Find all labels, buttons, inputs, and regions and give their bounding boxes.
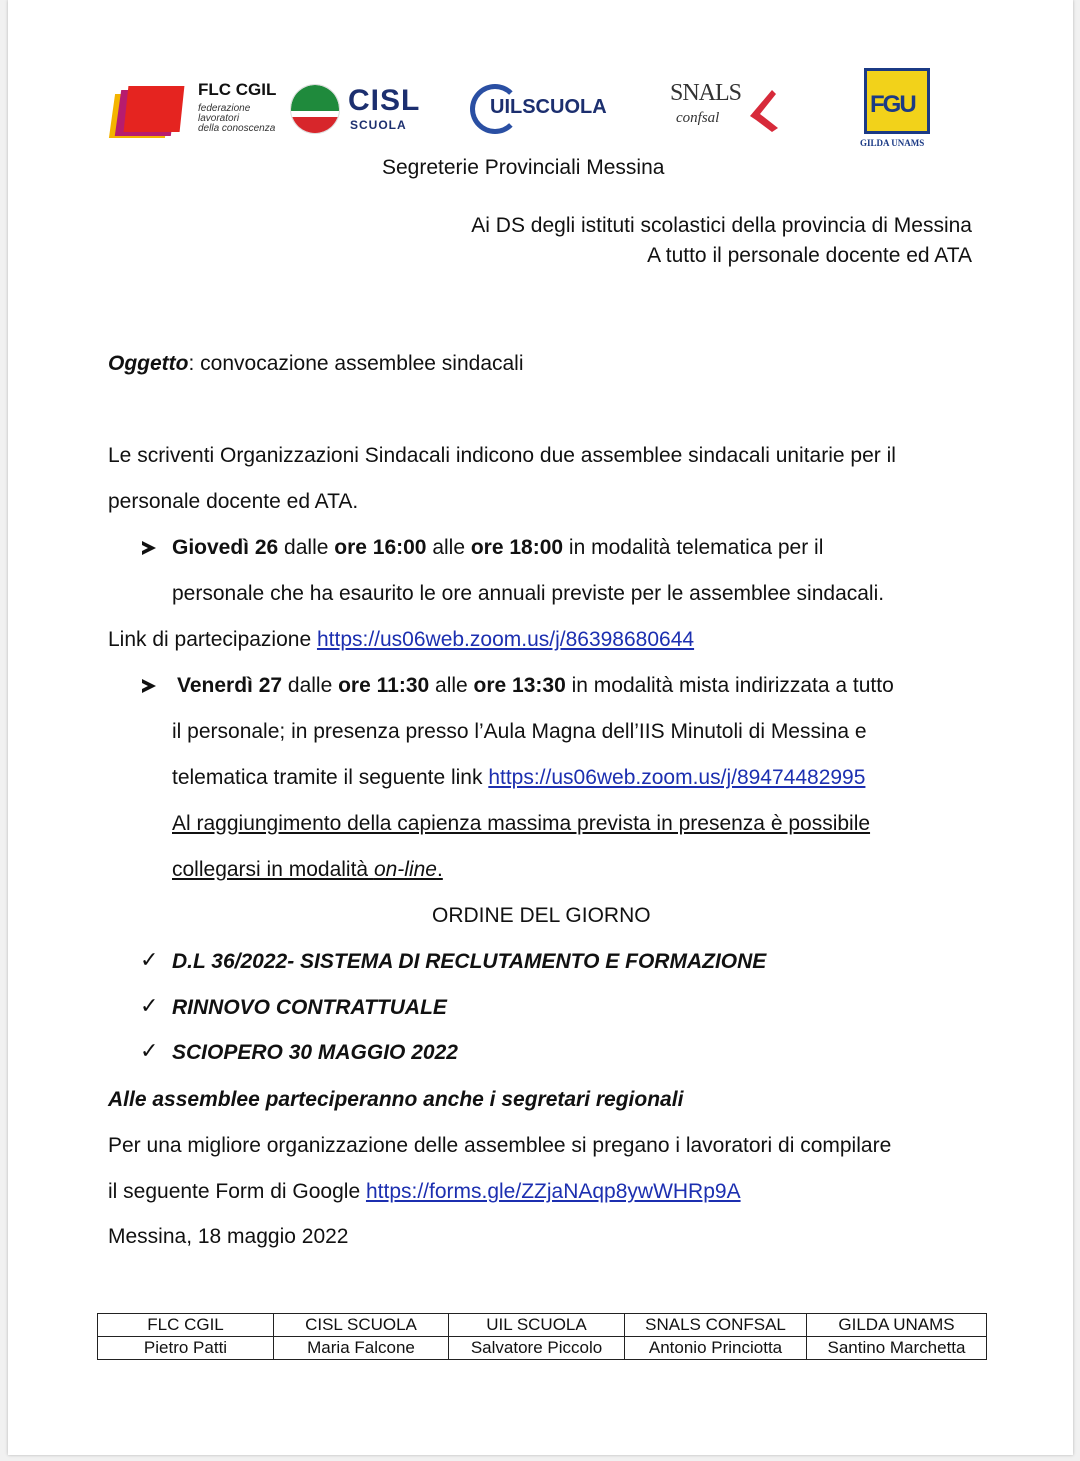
snals-mark-icon — [748, 86, 780, 132]
place-date: Messina, 18 maggio 2022 — [108, 1225, 349, 1248]
signature-name: Pietro Patti — [98, 1337, 274, 1360]
subject-label: Oggetto — [108, 352, 189, 375]
table-row — [98, 1337, 987, 1360]
signature-org: SNALS CONFSAL — [625, 1314, 807, 1337]
intro-line-2: personale docente ed ATA. — [108, 490, 359, 513]
checkmark-icon: ✓ — [140, 993, 159, 1018]
gilda-unams-logo — [860, 68, 936, 150]
meeting-2-line-2: il personale; in presenza presso l’Aula Magna dell’IIS Minutoli di Messina e — [172, 720, 867, 743]
signature-name: Santino Marchetta — [807, 1337, 987, 1360]
signatures-table — [97, 1313, 987, 1360]
google-form-link[interactable]: https://forms.gle/ZZjaNAqp8ywWHRp9A — [365, 1180, 741, 1203]
snals-logo-subtitle: confsal — [676, 110, 720, 126]
agenda-item: D.L 36/2022- SISTEMA DI RECLUTAMENTO E FORMAZIONE — [172, 950, 767, 973]
agenda-item: SCIOPERO 30 MAGGIO 2022 — [172, 1041, 458, 1064]
table-row — [98, 1314, 987, 1337]
arrow-bullet-icon — [142, 679, 156, 693]
flc-logo-title: FLC CGIL — [198, 80, 277, 99]
intro-line-1: Le scriventi Organizzazioni Sindacali indicono due assemblee sindacali unitarie per il — [108, 444, 896, 467]
recipient-line-1: Ai DS degli istituti scolastici della provincia di Messina — [471, 214, 972, 237]
meeting-1-link-line: Link di partecipazione https://us06web.zoom.us/j/86398680644 — [108, 628, 695, 651]
signature-org: FLC CGIL — [98, 1314, 274, 1337]
form-request-line-1: Per una migliore organizzazione delle assemblee si pregano i lavoratori di compilare — [108, 1134, 892, 1157]
signature-org: UIL SCUOLA — [449, 1314, 625, 1337]
form-request-line-2: il seguente Form di Google https://forms.gle/ZZjaNAqp8ywWHRp9A — [108, 1180, 741, 1203]
regional-secretaries-note: Alle assemblee parteciperanno anche i segretari regionali — [108, 1088, 684, 1111]
meeting-1-line-2: personale che ha esaurito le ore annuali previste per le assemblee sindacali. — [172, 582, 885, 605]
subject-line — [108, 351, 524, 377]
agenda-title: ORDINE DEL GIORNO — [432, 904, 651, 927]
arrow-bullet-icon — [142, 541, 156, 555]
zoom-link-meeting-2[interactable]: https://us06web.zoom.us/j/89474482995 — [488, 766, 866, 789]
flc-cgil-logo — [112, 80, 282, 140]
checkmark-icon: ✓ — [140, 1038, 159, 1063]
signature-name: Maria Falcone — [274, 1337, 449, 1360]
meeting-2-link-line: telematica tramite il seguente link https://us06web.zoom.us/j/89474482995 — [172, 766, 866, 789]
meeting-2-line-1: Venerdì 27 dalle ore 11:30 alle ore 13:30 in modalità mista indirizzata a tutto — [177, 674, 894, 697]
meeting-2-line-4: Al raggiungimento della capienza massima prevista in presenza è possibile — [172, 812, 871, 835]
meeting-1-line-1: Giovedì 26 dalle ore 16:00 alle ore 18:00 in modalità telematica per il — [172, 536, 824, 559]
signature-name: Antonio Princiotta — [625, 1337, 807, 1360]
recipient-line-2: A tutto il personale docente ed ATA — [647, 244, 972, 267]
uil-logo-title: UILSCUOLA — [490, 96, 607, 118]
meeting-2-line-5: collegarsi in modalità on-line. — [172, 858, 443, 881]
agenda-item: RINNOVO CONTRATTUALE — [172, 996, 447, 1019]
checkmark-icon: ✓ — [140, 947, 159, 972]
sender-heading: Segreterie Provinciali Messina — [382, 156, 665, 179]
cisl-logo-subtitle: SCUOLA — [350, 118, 407, 132]
signature-org: CISL SCUOLA — [274, 1314, 449, 1337]
zoom-link-meeting-1[interactable]: https://us06web.zoom.us/j/86398680644 — [316, 628, 695, 651]
uil-scuola-logo — [470, 84, 620, 138]
cisl-scuola-logo — [290, 84, 440, 138]
signature-name: Salvatore Piccolo — [449, 1337, 625, 1360]
flc-logo-subtitle: federazione lavoratori della conoscenza — [198, 103, 276, 134]
snals-logo-title: SNALS — [670, 80, 742, 106]
subject-text: : convocazione assemblee sindacali — [188, 352, 524, 375]
snals-confsal-logo — [670, 80, 785, 136]
gilda-logo-subtitle: GILDA UNAMS — [860, 138, 925, 148]
cisl-logo-title: CISL — [348, 84, 421, 117]
gilda-logo-letters: FGU — [870, 91, 915, 118]
signature-org: GILDA UNAMS — [807, 1314, 987, 1337]
